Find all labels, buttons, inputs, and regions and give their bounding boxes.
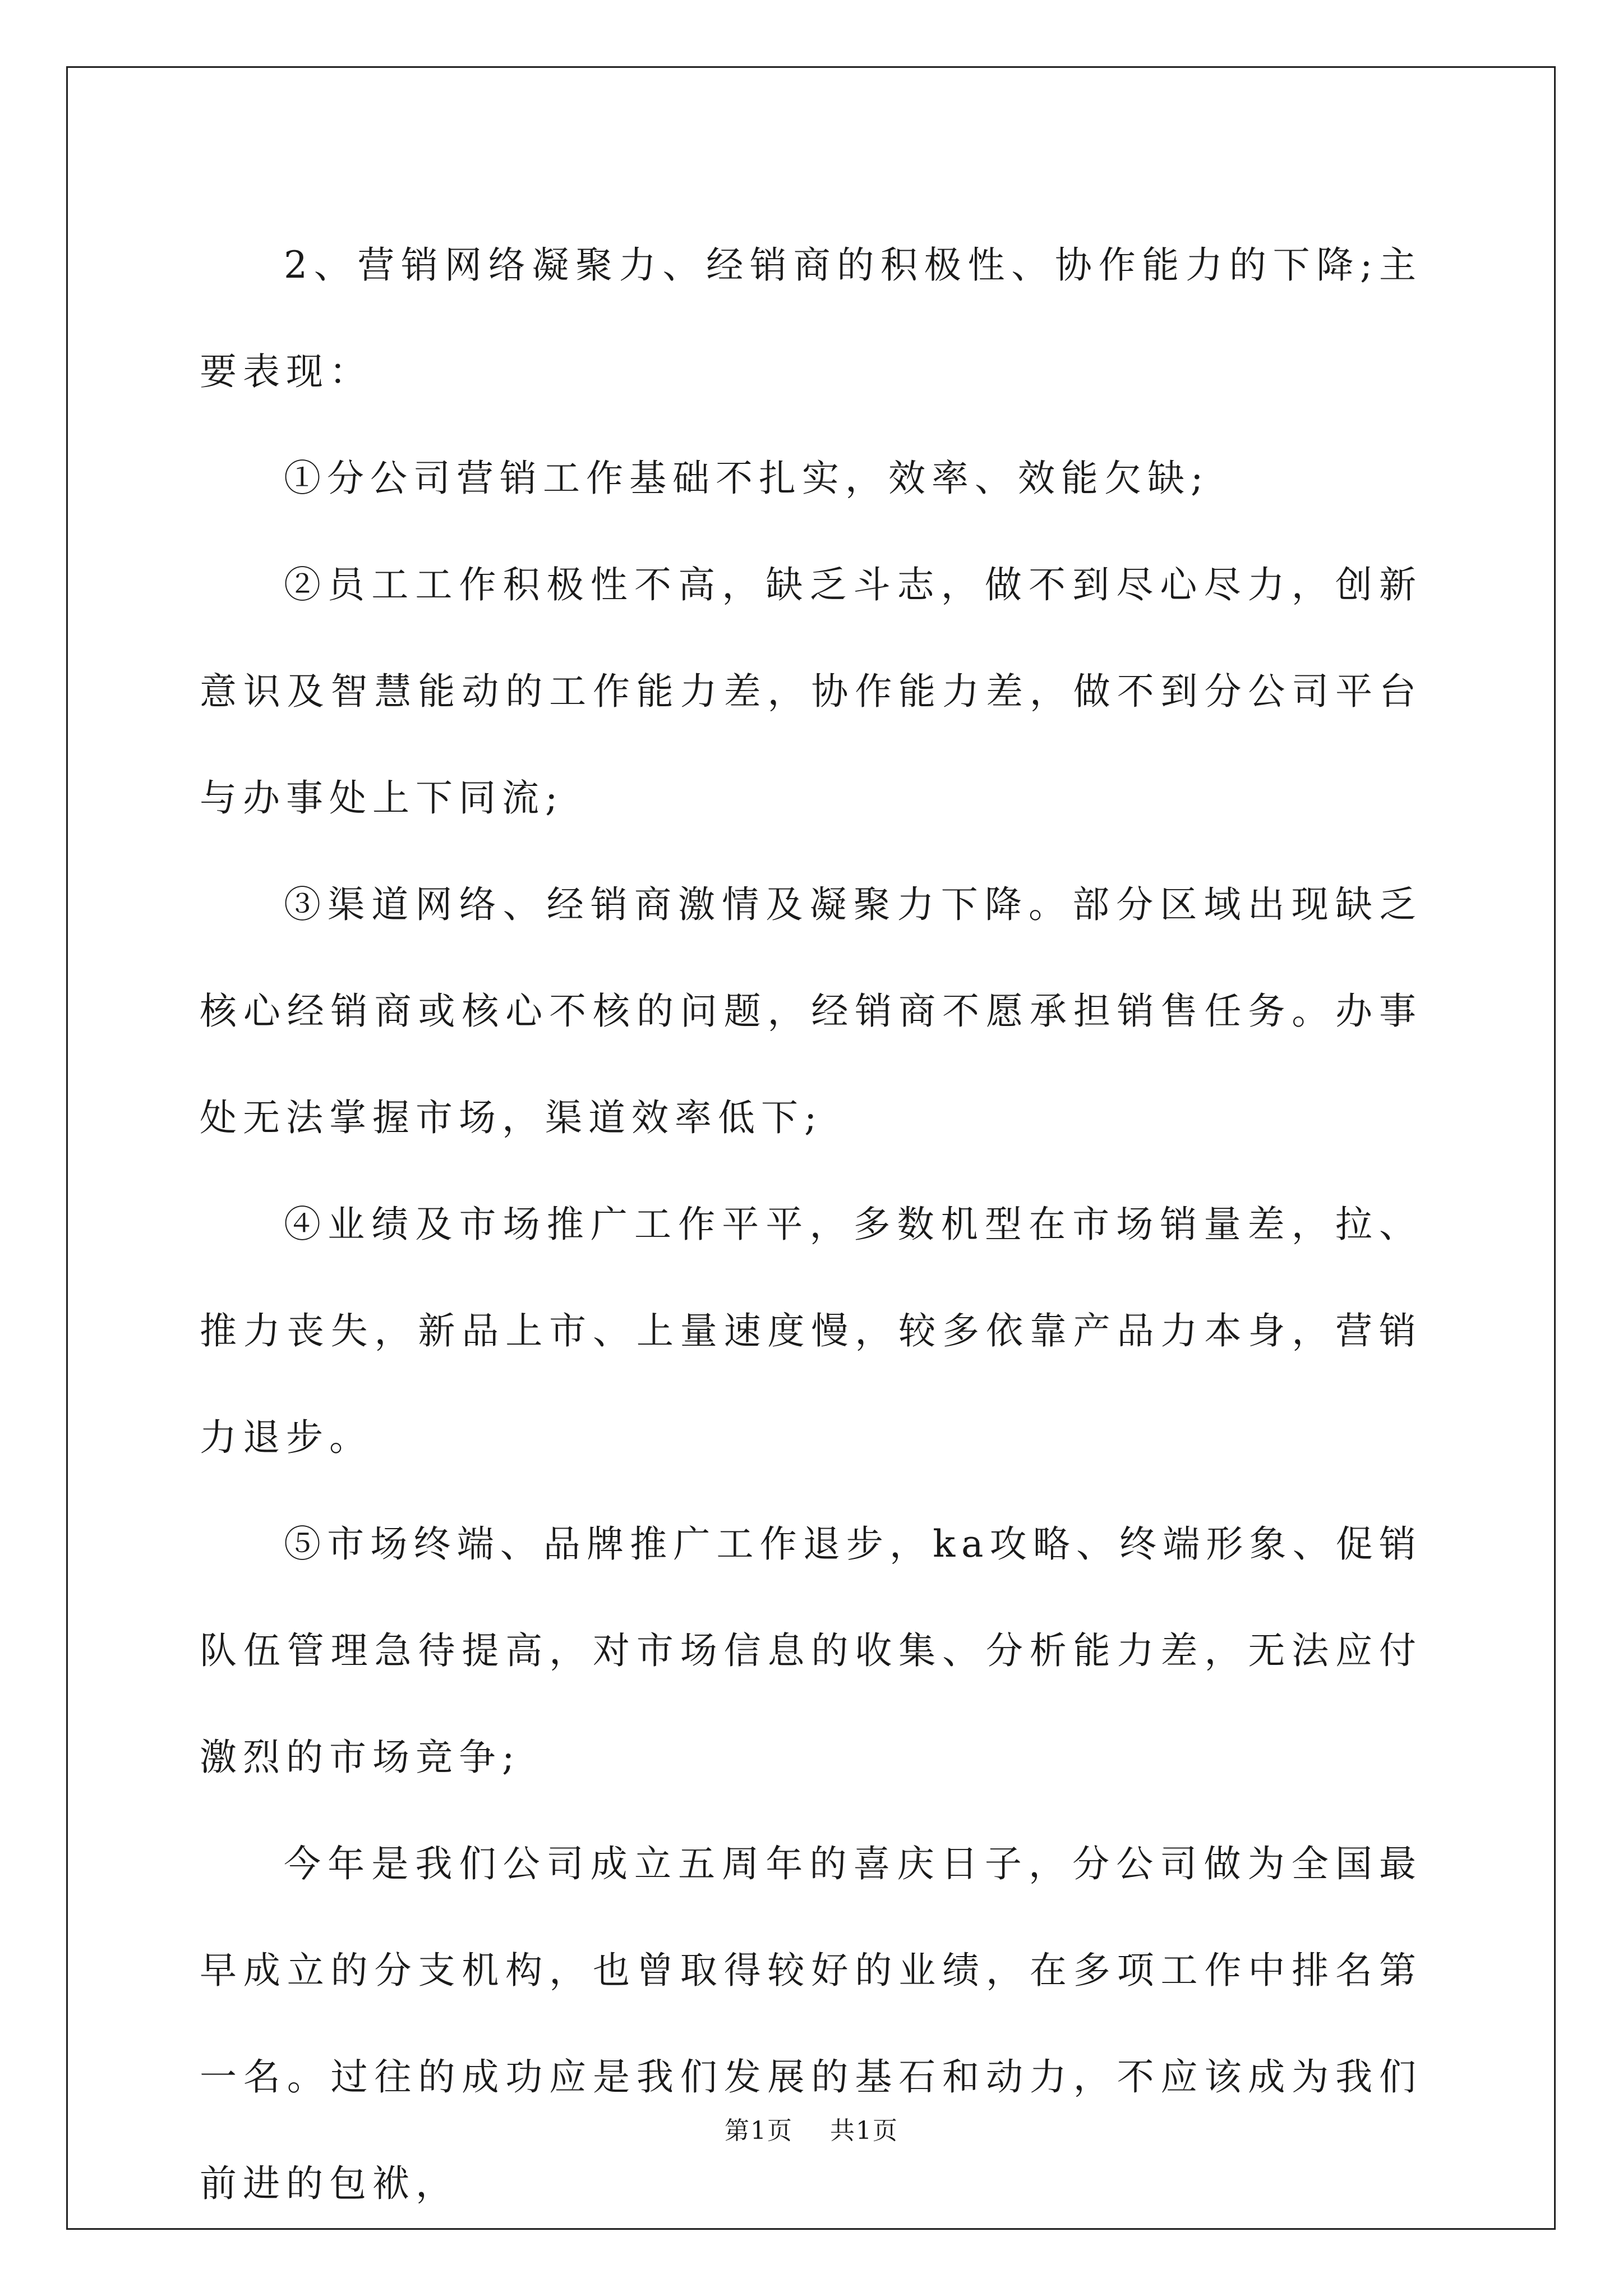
paragraph-6: ⑤市场终端、品牌推广工作退步，ka攻略、终端形象、促销队伍管理急待提高，对市场信息的收集、分析能力差，无法应付激烈的市场竞争; xyxy=(200,1522,1422,1779)
paragraph-3: ②员工工作积极性不高，缺乏斗志，做不到尽心尽力，创新意识及智慧能动的工作能力差，协作能力差，做不到分公司平台与办事处上下同流; xyxy=(200,563,1422,820)
page-number-total: 共1页 xyxy=(830,2116,898,2145)
page-footer xyxy=(0,2110,1623,2146)
paragraph-5: ④业绩及市场推广工作平平，多数机型在市场销量差，拉、推力丧失，新品上市、上量速度慢，较多依靠产品力本身，营销力退步。 xyxy=(200,1203,1422,1459)
paragraph-4: ③渠道网络、经销商激情及凝聚力下降。部分区域出现缺乏核心经销商或核心不核的问题，经销商不愿承担销售任务。办事处无法掌握市场，渠道效率低下; xyxy=(200,883,1422,1139)
document-body xyxy=(200,212,1422,2237)
paragraph-1: 2、营销网络凝聚力、经销商的积极性、协作能力的下降;主要表现： xyxy=(200,243,1422,393)
paragraph-7: 今年是我们公司成立五周年的喜庆日子，分公司做为全国最早成立的分支机构，也曾取得较好的业绩，在多项工作中排名第一名。过往的成功应是我们发展的基石和动力，不应该成为我们前进的包袱， xyxy=(200,1842,1422,2205)
paragraph-2: ①分公司营销工作基础不扎实，效率、效能欠缺; xyxy=(284,457,1210,500)
page-number-current: 第1页 xyxy=(725,2116,793,2145)
